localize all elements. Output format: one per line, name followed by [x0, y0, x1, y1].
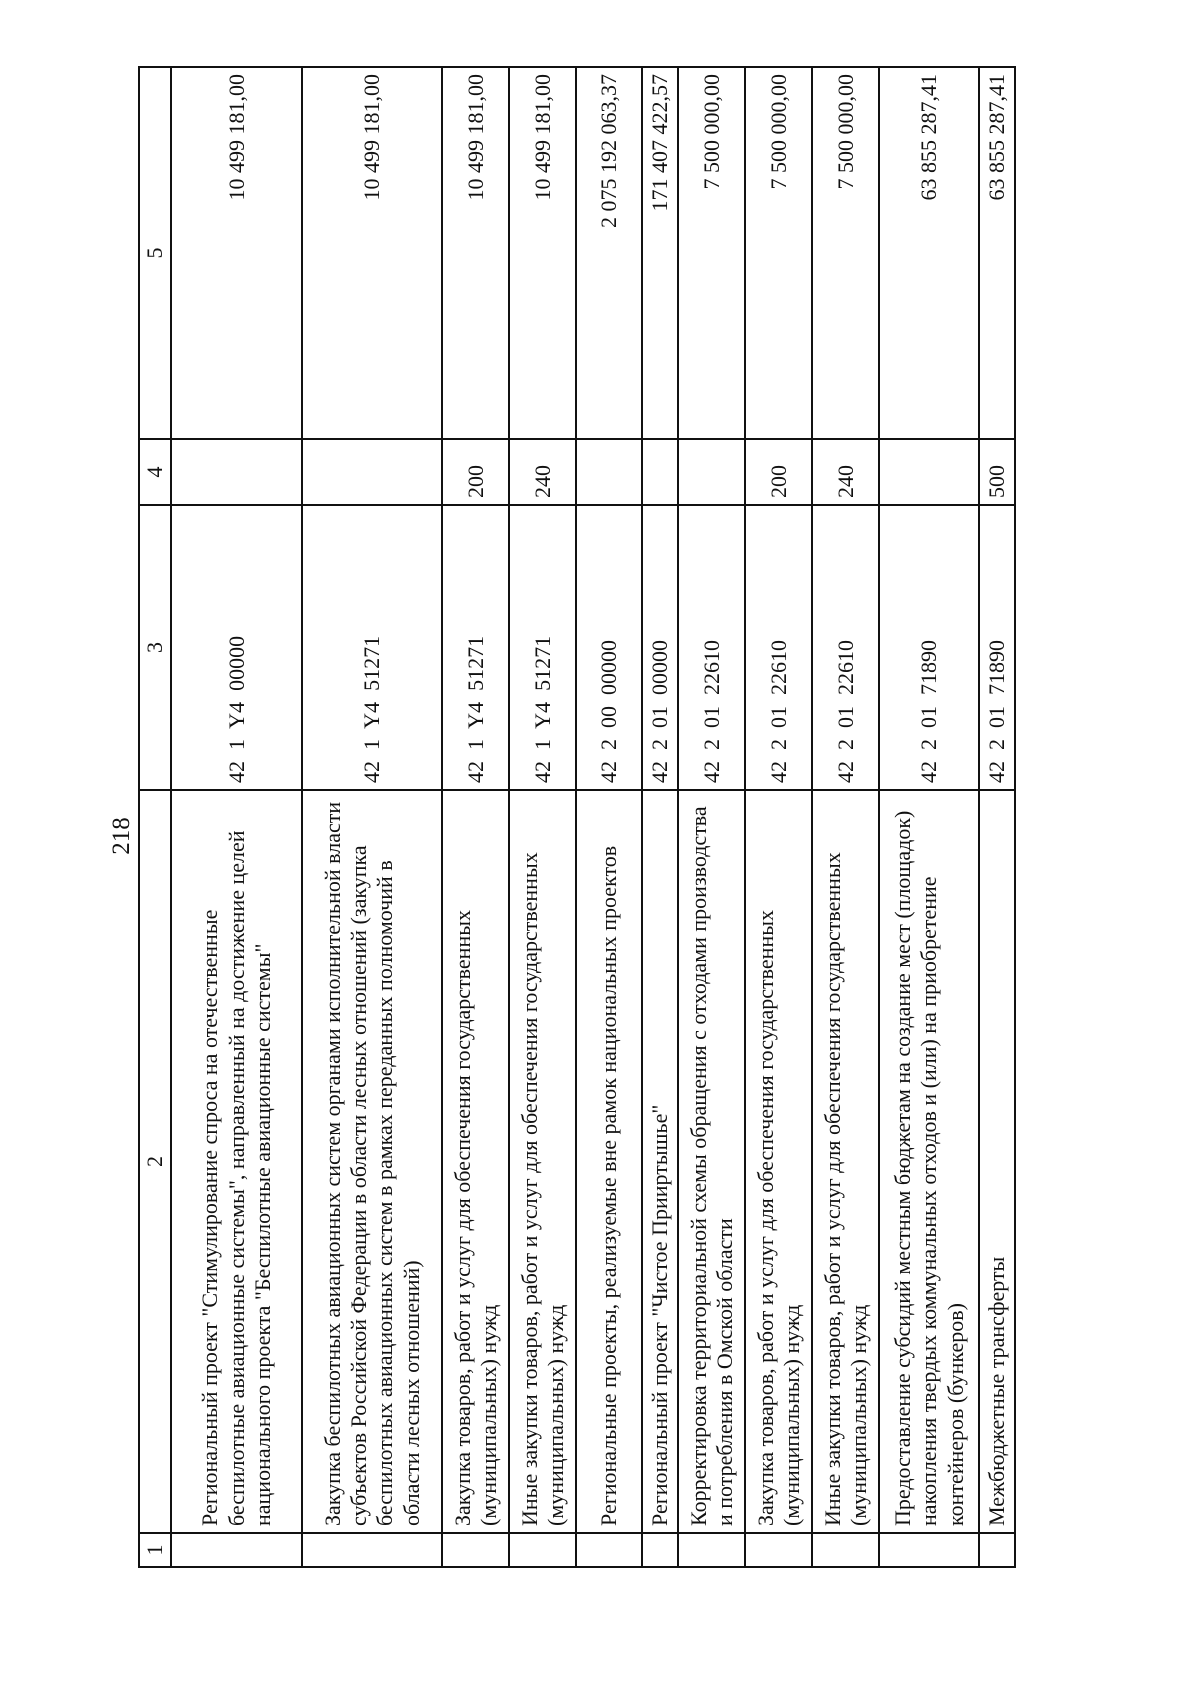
row-name: Закупка беспилотных авиационных систем органами исполнительной власти субъектов Российской Федерации в области лесных отношений (закупка беспилотных авиационных систем в рамках переданных полномочий в области лесных отношений)	[302, 790, 442, 1533]
row-amount: 10 499 181,00	[509, 67, 576, 439]
row-number	[442, 1533, 509, 1567]
row-number	[302, 1533, 442, 1567]
table-row	[879, 67, 979, 1567]
row-amount: 7 500 000,00	[678, 67, 745, 439]
row-type	[171, 439, 302, 505]
row-number	[576, 1533, 642, 1567]
table-row	[509, 67, 576, 1567]
row-amount: 63 855 287,41	[979, 67, 1015, 439]
row-name: Региональные проекты, реализуемые вне рамок национальных проектов	[576, 790, 642, 1533]
table-row	[745, 67, 812, 1567]
row-type	[576, 439, 642, 505]
table-row	[302, 67, 442, 1567]
table-header-row	[139, 67, 171, 1567]
row-name: Региональный проект "Чистое Прииртышье"	[642, 790, 678, 1533]
row-number	[509, 1533, 576, 1567]
row-name: Региональный проект "Стимулирование спроса на отечественные беспилотные авиационные системы", направленный на достижение целей национального проекта "Беспилотные авиационные системы"	[171, 790, 302, 1533]
row-code: 42 1 Y4 51271	[509, 505, 576, 790]
row-amount: 10 499 181,00	[171, 67, 302, 439]
row-type: 500	[979, 439, 1015, 505]
row-code: 42 2 01 00000	[642, 505, 678, 790]
row-name: Иные закупки товаров, работ и услуг для обеспечения государственных (муниципальных) нужд	[509, 790, 576, 1533]
row-type: 200	[442, 439, 509, 505]
table-row	[442, 67, 509, 1567]
row-type: 200	[745, 439, 812, 505]
row-code: 42 2 01 71890	[979, 505, 1015, 790]
row-number	[678, 1533, 745, 1567]
row-name: Корректировка территориальной схемы обращения с отходами производства и потребления в Омской области	[678, 790, 745, 1533]
row-amount: 2 075 192 063,37	[576, 67, 642, 439]
row-code: 42 2 01 22610	[678, 505, 745, 790]
row-amount: 171 407 422,57	[642, 67, 678, 439]
header-cell-5: 5	[139, 67, 171, 439]
row-number	[812, 1533, 879, 1567]
row-amount: 7 500 000,00	[745, 67, 812, 439]
table-row	[979, 67, 1015, 1567]
row-code: 42 2 00 00000	[576, 505, 642, 790]
row-name: Иные закупки товаров, работ и услуг для обеспечения государственных (муниципальных) нужд	[812, 790, 879, 1533]
header-cell-3: 3	[139, 505, 171, 790]
row-number	[979, 1533, 1015, 1567]
row-code: 42 2 01 71890	[879, 505, 979, 790]
row-number	[171, 1533, 302, 1567]
rotated-table-wrapper	[138, 68, 1138, 1568]
header-cell-4: 4	[139, 439, 171, 505]
row-type	[678, 439, 745, 505]
row-type	[879, 439, 979, 505]
table-row	[678, 67, 745, 1567]
row-code: 42 2 01 22610	[812, 505, 879, 790]
row-amount: 63 855 287,41	[879, 67, 979, 439]
row-type: 240	[812, 439, 879, 505]
row-amount: 10 499 181,00	[442, 67, 509, 439]
table-row	[171, 67, 302, 1567]
row-code: 42 2 01 22610	[745, 505, 812, 790]
header-cell-1: 1	[139, 1533, 171, 1567]
row-type: 240	[509, 439, 576, 505]
row-name: Закупка товаров, работ и услуг для обеспечения государственных (муниципальных) нужд	[442, 790, 509, 1533]
row-amount: 10 499 181,00	[302, 67, 442, 439]
row-type	[642, 439, 678, 505]
row-name: Закупка товаров, работ и услуг для обеспечения государственных (муниципальных) нужд	[745, 790, 812, 1533]
row-name: Предоставление субсидий местным бюджетам на создание мест (площадок) накопления твердых коммунальных отходов и (или) на приобретение контейнеров (бункеров)	[879, 790, 979, 1533]
row-code: 42 1 Y4 51271	[302, 505, 442, 790]
row-code: 42 1 Y4 00000	[171, 505, 302, 790]
row-type	[302, 439, 442, 505]
page-number: 218	[108, 817, 135, 855]
row-amount: 7 500 000,00	[812, 67, 879, 439]
row-number	[642, 1533, 678, 1567]
budget-table	[138, 66, 1016, 1568]
row-code: 42 1 Y4 51271	[442, 505, 509, 790]
table-row	[642, 67, 678, 1567]
row-number	[879, 1533, 979, 1567]
header-cell-2: 2	[139, 790, 171, 1533]
table-row	[812, 67, 879, 1567]
row-number	[745, 1533, 812, 1567]
table-row	[576, 67, 642, 1567]
row-name: Межбюджетные трансферты	[979, 790, 1015, 1533]
